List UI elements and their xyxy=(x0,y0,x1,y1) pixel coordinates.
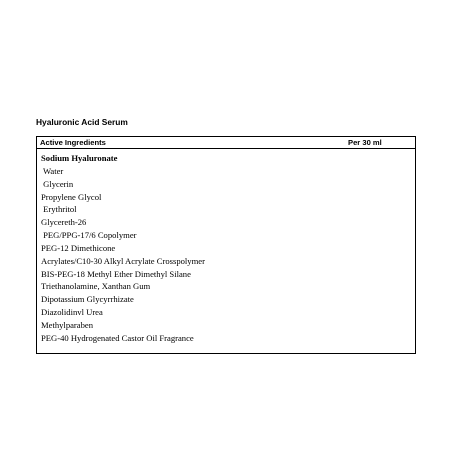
ingredient-item: Glycereth-26 xyxy=(41,217,87,228)
ingredient-item: Propylene Glycol xyxy=(41,191,102,202)
amount-header: Per 30 ml xyxy=(348,138,382,147)
ingredient-item: Water xyxy=(41,165,64,176)
ingredient-item: Erythritol xyxy=(41,204,77,215)
ingredient-item: Diazolidinvl Urea xyxy=(41,307,103,318)
ingredient-item: Acrylates/C10-30 Alkyl Acrylate Crosspolymer xyxy=(41,255,205,266)
table-header xyxy=(37,137,415,149)
ingredient-item: Triethanolamine, Xanthan Gum xyxy=(41,281,151,292)
ingredient-item: BIS-PEG-18 Methyl Ether Dimethyl Silane xyxy=(41,268,191,279)
ingredient-list xyxy=(41,152,205,345)
ingredient-item: PEG/PPG-17/6 Copolymer xyxy=(41,230,137,241)
ingredient-item: Sodium Hyaluronate xyxy=(41,153,118,163)
ingredient-item: Methylparaben xyxy=(41,319,94,330)
page-title: Hyaluronic Acid Serum xyxy=(36,117,128,127)
ingredients-table xyxy=(36,136,416,354)
ingredient-item: Glycerin xyxy=(41,178,74,189)
ingredient-item: PEG-12 Dimethicone xyxy=(41,242,116,253)
ingredient-item: PEG-40 Hydrogenated Castor Oil Fragrance xyxy=(41,332,194,343)
active-ingredients-header: Active Ingredients xyxy=(40,138,106,147)
ingredient-item: Dipotassium Glycyrrhizate xyxy=(41,294,134,305)
